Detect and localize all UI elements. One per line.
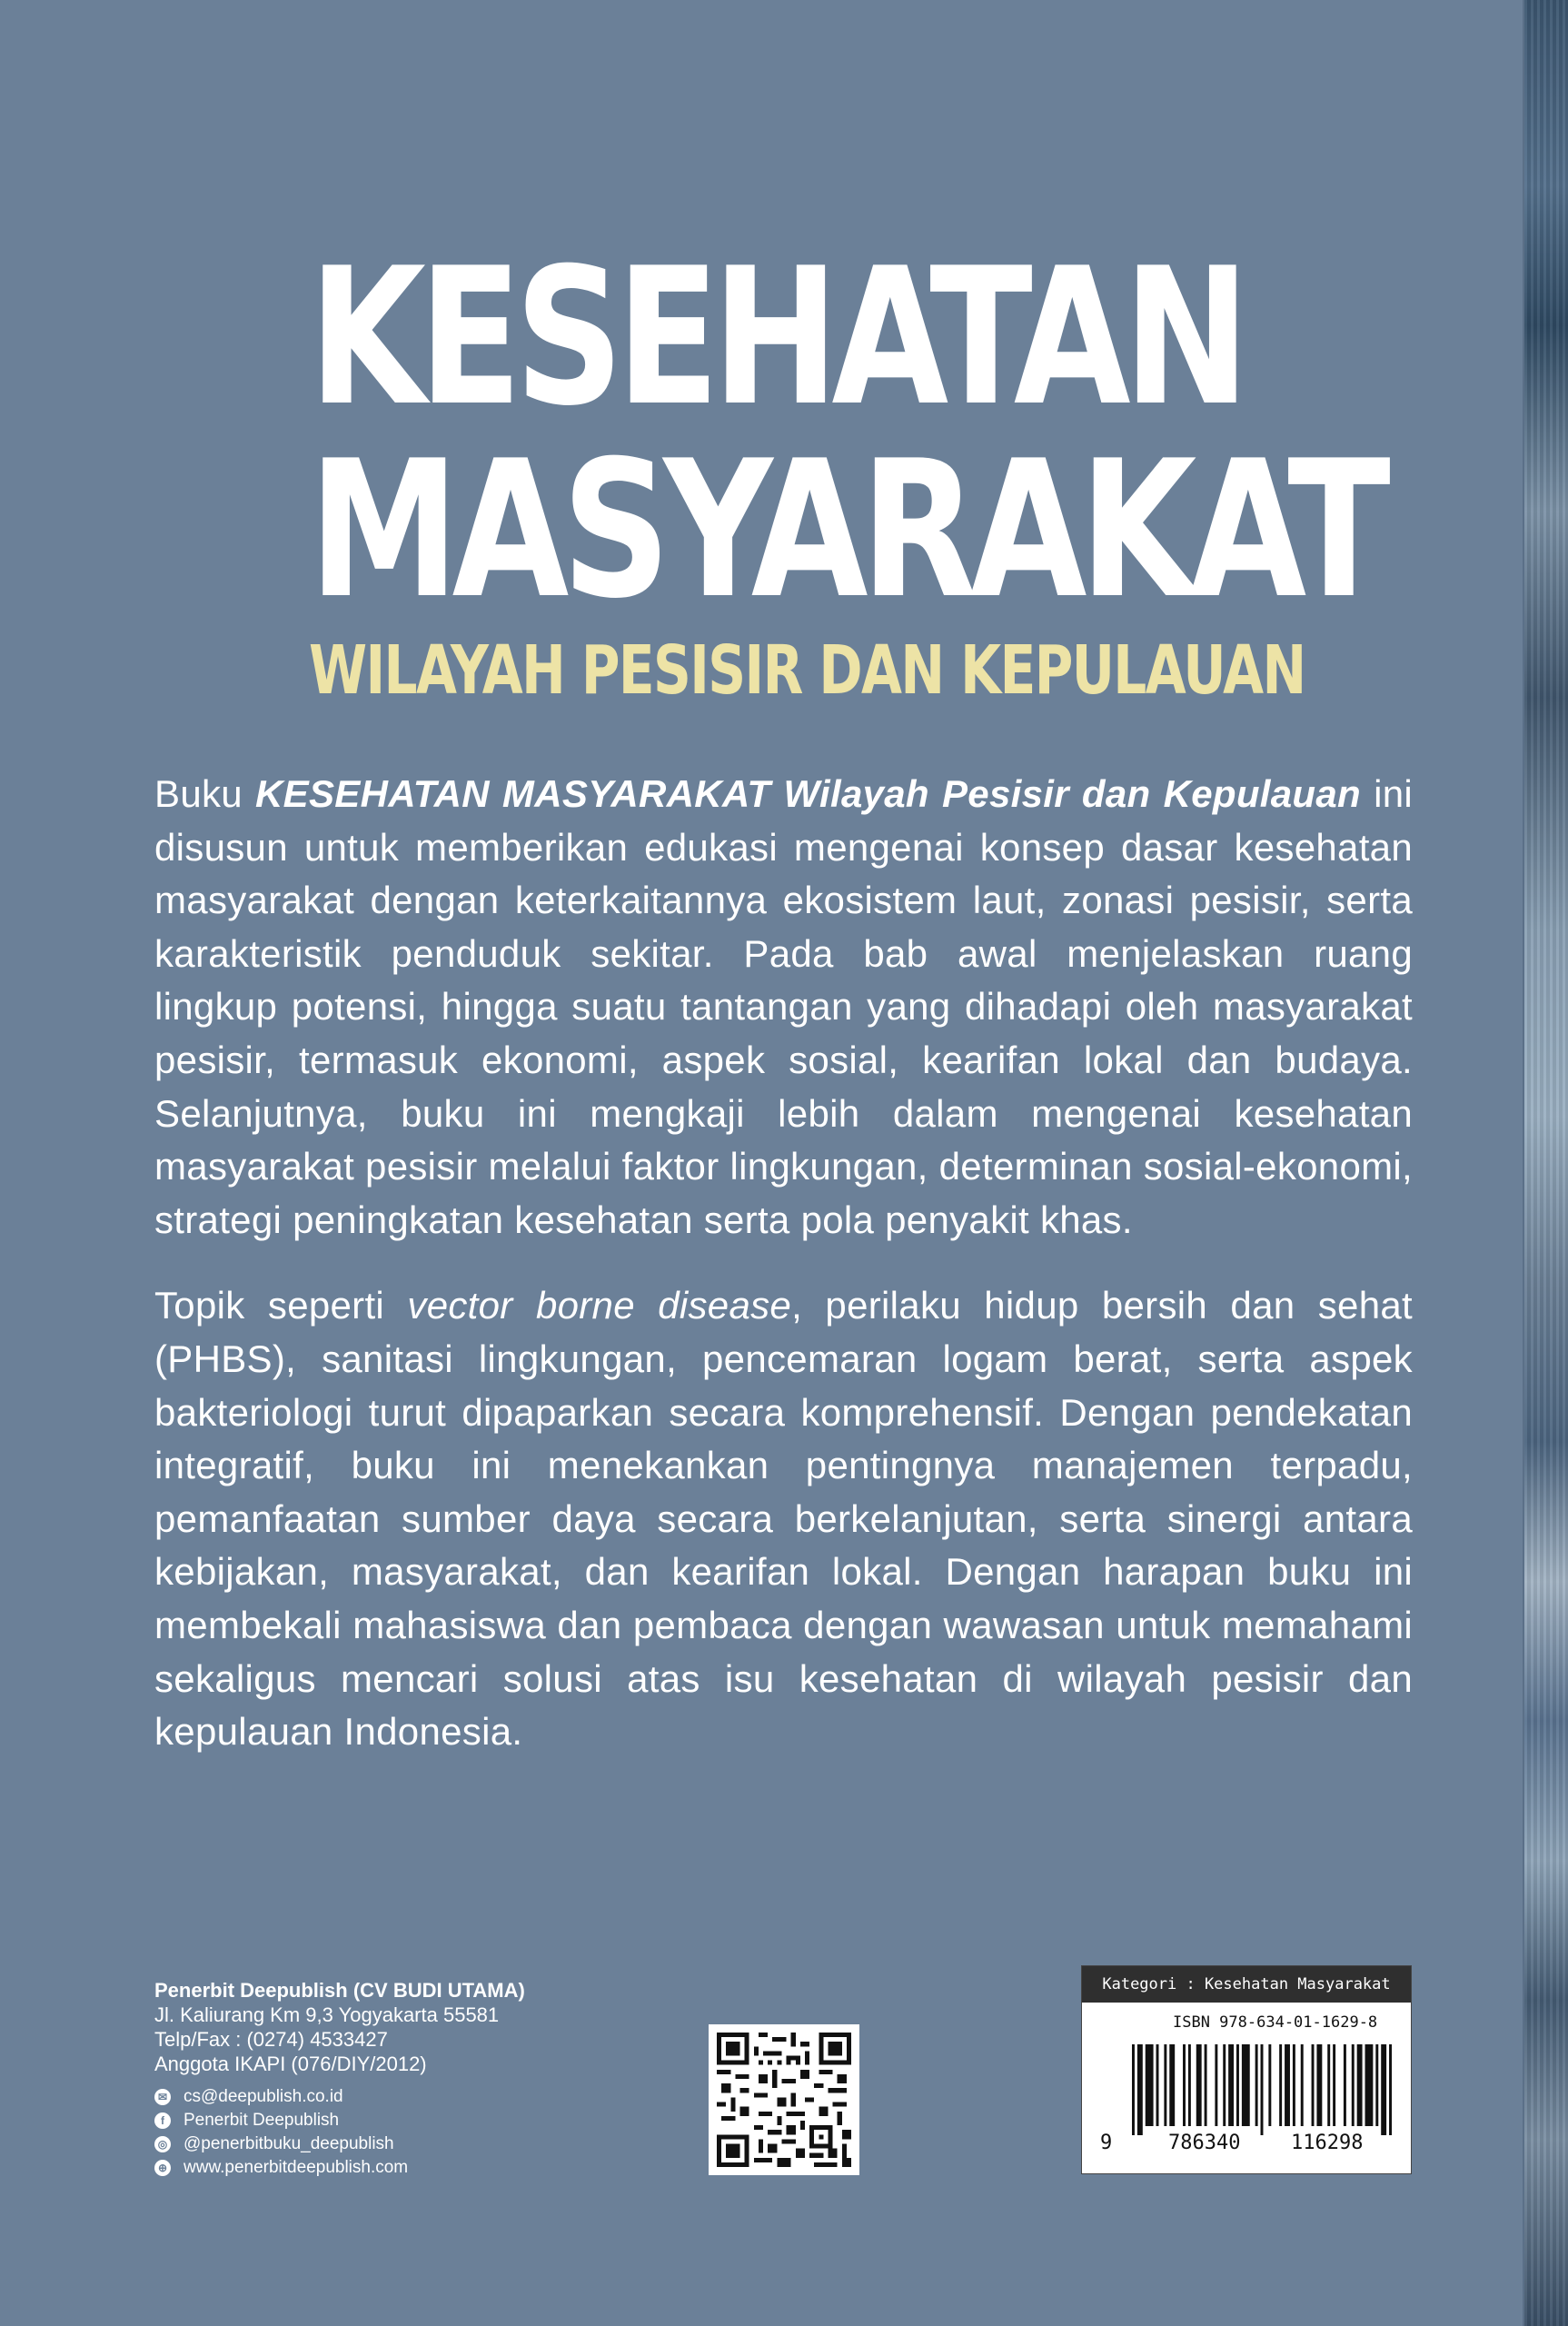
- blurb-paragraph-2: [154, 1279, 1413, 1758]
- facebook-icon: f: [154, 2112, 171, 2129]
- blurb-p2-term: vector borne disease: [407, 1284, 792, 1327]
- qr-code-image: [717, 2033, 851, 2167]
- barcode-bar: [1279, 2044, 1282, 2126]
- barcode-bar: [1365, 2044, 1374, 2126]
- barcode-bar: [1261, 2044, 1264, 2135]
- barcode-bar: [1316, 2044, 1322, 2126]
- barcode-bar: [1312, 2044, 1315, 2126]
- barcode-bar: [1146, 2044, 1154, 2126]
- barcode-bar: [1183, 2044, 1186, 2126]
- blurb-p2-body: , perilaku hidup bersih dan sehat (PHBS), sanitasi lingkungan, pencemaran logam berat, serta aspek bakteriologi turut dipaparkan secara komprehensif. Dengan pendekatan integratif, buku ini menekankan pentingnya manajemen terpadu, pemanfaatan sumber daya secara berkelanjutan, serta sinergi antara kebijakan, masyarakat, dan kearifan lokal. Dengan harapan buku ini membekali mahasiswa dan pembaca dengan wawasan untuk memahami sekaligus mencari solusi atas isu kesehatan di wilayah pesisir dan kepulauan Indonesia.: [154, 1284, 1413, 1754]
- publisher-phone: Telp/Fax : (0274) 4533427: [154, 2028, 388, 2051]
- contact-email-text: cs@deepublish.co.id: [184, 2087, 343, 2106]
- blurb-p1-intro: Buku: [154, 772, 256, 815]
- publisher-info: [154, 1978, 627, 2180]
- barcode-bar: [1255, 2044, 1258, 2126]
- email-icon: ✉: [154, 2089, 171, 2105]
- publisher-ikapi: Anggota IKAPI (076/DIY/2012): [154, 2053, 427, 2075]
- barcode-bar: [1137, 2044, 1143, 2135]
- publisher-address: Jl. Kaliurang Km 9,3 Yogyakarta 55581: [154, 2003, 500, 2026]
- barcode-bar: [1188, 2044, 1191, 2126]
- instagram-icon: ◎: [154, 2136, 171, 2152]
- barcode-bar: [1242, 2044, 1250, 2126]
- title-block: [309, 228, 1384, 710]
- barcode-bar: [1301, 2044, 1304, 2126]
- cover-photo-strip: [1523, 0, 1568, 2326]
- barcode-bar: [1293, 2044, 1295, 2126]
- barcode-bar: [1381, 2044, 1386, 2135]
- barcode-image: [1132, 2044, 1392, 2135]
- barcode-bar: [1268, 2044, 1271, 2126]
- publisher-name: Penerbit Deepublish (CV BUDI UTAMA): [154, 1979, 525, 2002]
- barcode-bar: [1327, 2044, 1330, 2126]
- barcode-bar: [1375, 2044, 1378, 2126]
- barcode-bar: [1132, 2044, 1135, 2135]
- barcode-digit-group-2: 116298: [1291, 2132, 1364, 2154]
- contact-website-text: www.penerbitdeepublish.com: [184, 2158, 409, 2177]
- title-line-2: MASYARAKAT: [309, 421, 1384, 641]
- barcode-bar: [1236, 2044, 1239, 2126]
- barcode-bar: [1169, 2044, 1175, 2126]
- barcode-bar: [1196, 2044, 1202, 2126]
- isbn-number: ISBN 978-634-01-1629-8: [1173, 2013, 1378, 2032]
- blurb: [154, 768, 1413, 1759]
- barcode-bar: [1333, 2044, 1335, 2126]
- barcode-bar: [1344, 2044, 1346, 2126]
- contact-facebook-text: Penerbit Deepublish: [184, 2111, 340, 2130]
- blurb-paragraph-1: [154, 768, 1413, 1247]
- contact-website[interactable]: [154, 2156, 627, 2180]
- barcode-bar: [1352, 2044, 1355, 2126]
- title-line-1: KESEHATAN: [309, 228, 1243, 448]
- barcode-digit-lead: 9: [1100, 2132, 1113, 2154]
- barcode-bar: [1228, 2044, 1234, 2126]
- contact-email[interactable]: [154, 2085, 627, 2109]
- barcode-bar: [1156, 2044, 1159, 2126]
- barcode-bar: [1164, 2044, 1166, 2126]
- isbn-box: [1081, 1965, 1412, 2174]
- barcode-bar: [1205, 2044, 1207, 2126]
- subtitle: WILAYAH PESISIR DAN KEPULAUAN: [309, 631, 1305, 710]
- barcode-bar: [1223, 2044, 1226, 2126]
- barcode-bar: [1285, 2044, 1290, 2126]
- contact-instagram-text: @penerbitbuku_deepublish: [184, 2134, 394, 2153]
- contact-instagram[interactable]: [154, 2132, 627, 2156]
- barcode-bar: [1357, 2044, 1363, 2126]
- isbn-category: Kategori : Kesehatan Masyarakat: [1082, 1966, 1411, 2003]
- globe-icon: ⊕: [154, 2160, 171, 2176]
- publisher-contacts: [154, 2085, 627, 2180]
- qr-code[interactable]: [709, 2024, 859, 2175]
- barcode-bar: [1389, 2044, 1392, 2135]
- blurb-p1-body: ini disusun untuk memberikan edukasi mengenai konsep dasar kesehatan masyarakat dengan keterkaitannya ekosistem laut, zonasi pesisir, serta karakteristik penduduk sekitar. Pada bab awal menjelaskan ruang lingkup potensi, hingga suatu tantangan yang dihadapi oleh masyarakat pesisir, termasuk ekonomi, aspek sosial, kearifan lokal dan budaya. Selanjutnya, buku ini mengkaji lebih dalam mengenai kesehatan masyarakat pesisir melalui faktor lingkungan, determinan sosial-ekonomi, strategi peningkatan kesehatan serta pola penyakit khas.: [154, 772, 1413, 1241]
- blurb-p2-intro: Topik seperti: [154, 1284, 408, 1327]
- blurb-p1-book-title: KESEHATAN MASYARAKAT Wilayah Pesisir dan Kepulauan: [255, 772, 1361, 815]
- barcode-digit-group-1: 786340: [1168, 2132, 1241, 2154]
- barcode-bar: [1215, 2044, 1217, 2126]
- contact-facebook[interactable]: [154, 2109, 627, 2132]
